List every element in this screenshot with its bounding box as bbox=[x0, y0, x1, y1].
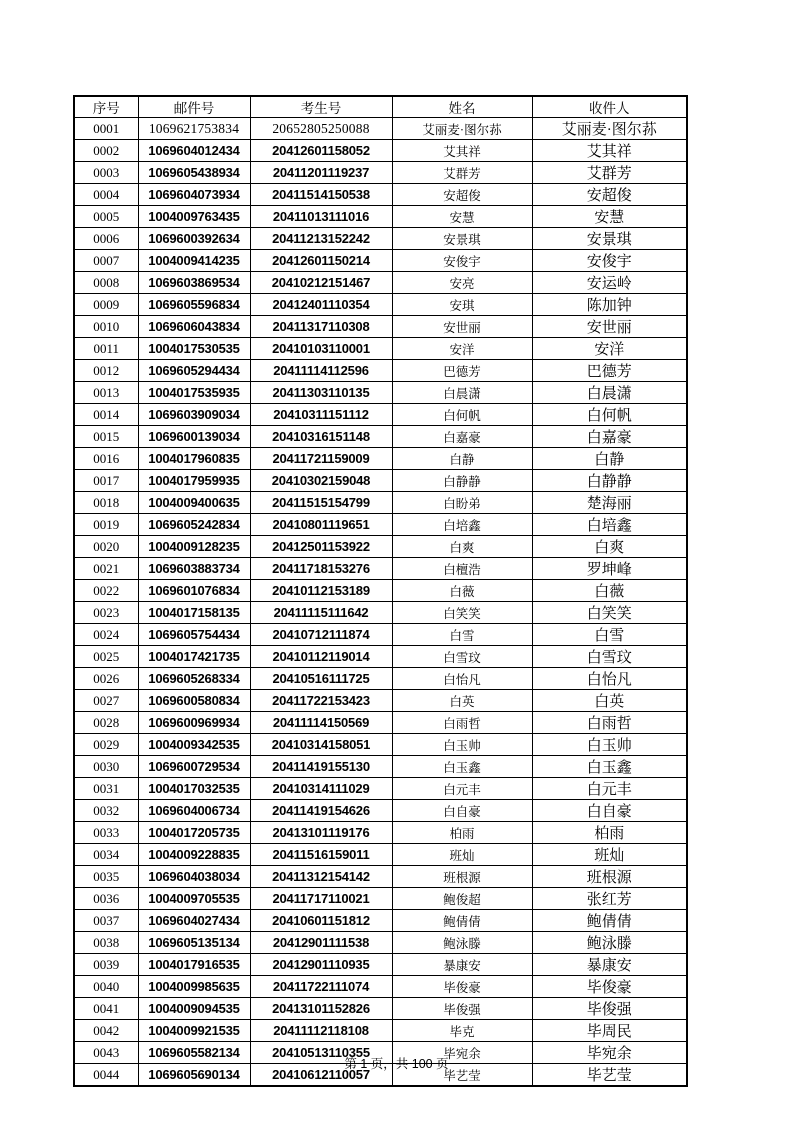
seq-cell: 0011 bbox=[74, 338, 138, 360]
recipient-cell: 白怡凡 bbox=[532, 668, 687, 690]
seq-cell: 0033 bbox=[74, 822, 138, 844]
seq-cell: 0015 bbox=[74, 426, 138, 448]
table-row bbox=[74, 690, 687, 712]
mail-no-cell: 1069605582134 bbox=[138, 1042, 250, 1064]
name-cell: 安景琪 bbox=[392, 228, 532, 250]
seq-cell: 0024 bbox=[74, 624, 138, 646]
candidate-no-cell: 20413101119176 bbox=[250, 822, 392, 844]
seq-cell: 0014 bbox=[74, 404, 138, 426]
candidate-no-cell: 20411718153276 bbox=[250, 558, 392, 580]
mail-no-cell: 1004017916535 bbox=[138, 954, 250, 976]
table-row bbox=[74, 382, 687, 404]
mail-no-cell: 1004009985635 bbox=[138, 976, 250, 998]
name-cell: 白玉鑫 bbox=[392, 756, 532, 778]
table-row bbox=[74, 624, 687, 646]
candidate-no-cell: 20410516111725 bbox=[250, 668, 392, 690]
seq-cell: 0010 bbox=[74, 316, 138, 338]
table-row bbox=[74, 932, 687, 954]
recipient-cell: 楚海丽 bbox=[532, 492, 687, 514]
seq-cell: 0041 bbox=[74, 998, 138, 1020]
name-cell: 白雪 bbox=[392, 624, 532, 646]
seq-cell: 0001 bbox=[74, 118, 138, 140]
recipient-cell: 白玉鑫 bbox=[532, 756, 687, 778]
table-row bbox=[74, 140, 687, 162]
col-header-name: 姓名 bbox=[392, 96, 532, 118]
recipient-cell: 安景琪 bbox=[532, 228, 687, 250]
table-row bbox=[74, 514, 687, 536]
recipient-cell: 鲍泳滕 bbox=[532, 932, 687, 954]
name-cell: 白英 bbox=[392, 690, 532, 712]
seq-cell: 0037 bbox=[74, 910, 138, 932]
mail-no-cell: 1004017205735 bbox=[138, 822, 250, 844]
seq-cell: 0008 bbox=[74, 272, 138, 294]
candidate-no-cell: 20411419154626 bbox=[250, 800, 392, 822]
table-row bbox=[74, 426, 687, 448]
name-cell: 白静 bbox=[392, 448, 532, 470]
candidate-no-cell: 20411114112596 bbox=[250, 360, 392, 382]
recipient-cell: 白培鑫 bbox=[532, 514, 687, 536]
candidate-no-cell: 20410311151112 bbox=[250, 404, 392, 426]
candidate-no-cell: 20410316151148 bbox=[250, 426, 392, 448]
recipient-cell: 陈加钟 bbox=[532, 294, 687, 316]
mail-no-cell: 1004009342535 bbox=[138, 734, 250, 756]
candidate-no-cell: 20411201119237 bbox=[250, 162, 392, 184]
name-cell: 毕俊豪 bbox=[392, 976, 532, 998]
table-body bbox=[74, 118, 687, 1087]
name-cell: 安慧 bbox=[392, 206, 532, 228]
seq-cell: 0035 bbox=[74, 866, 138, 888]
mail-no-cell: 1069600139034 bbox=[138, 426, 250, 448]
mail-no-cell: 1069621753834 bbox=[138, 118, 250, 140]
candidate-no-cell: 20411516159011 bbox=[250, 844, 392, 866]
name-cell: 白雨哲 bbox=[392, 712, 532, 734]
table-row bbox=[74, 184, 687, 206]
mail-no-cell: 1069600729534 bbox=[138, 756, 250, 778]
recipient-cell: 白何帆 bbox=[532, 404, 687, 426]
mail-no-cell: 1004009921535 bbox=[138, 1020, 250, 1042]
table-row bbox=[74, 646, 687, 668]
recipient-cell: 白英 bbox=[532, 690, 687, 712]
name-cell: 艾丽麦·图尔荪 bbox=[392, 118, 532, 140]
candidate-no-cell: 20413101152826 bbox=[250, 998, 392, 1020]
table-row bbox=[74, 404, 687, 426]
table-row bbox=[74, 954, 687, 976]
seq-cell: 0006 bbox=[74, 228, 138, 250]
col-header-seq: 序号 bbox=[74, 96, 138, 118]
recipient-cell: 毕艺莹 bbox=[532, 1064, 687, 1087]
table-row bbox=[74, 778, 687, 800]
candidate-no-cell: 20410212151467 bbox=[250, 272, 392, 294]
name-cell: 白自豪 bbox=[392, 800, 532, 822]
name-cell: 白雪玟 bbox=[392, 646, 532, 668]
candidate-no-cell: 20410103110001 bbox=[250, 338, 392, 360]
mail-no-cell: 1004009705535 bbox=[138, 888, 250, 910]
mail-no-cell: 1069605438934 bbox=[138, 162, 250, 184]
mail-no-cell: 1069605754434 bbox=[138, 624, 250, 646]
col-header-candidate-no: 考生号 bbox=[250, 96, 392, 118]
candidate-no-cell: 20410601151812 bbox=[250, 910, 392, 932]
mail-no-cell: 1004009763435 bbox=[138, 206, 250, 228]
table-row bbox=[74, 822, 687, 844]
recipient-cell: 安运岭 bbox=[532, 272, 687, 294]
mail-no-cell: 1004017530535 bbox=[138, 338, 250, 360]
recipient-cell: 班灿 bbox=[532, 844, 687, 866]
seq-cell: 0018 bbox=[74, 492, 138, 514]
table-row bbox=[74, 1020, 687, 1042]
candidate-no-cell: 20411515154799 bbox=[250, 492, 392, 514]
candidate-no-cell: 20410112153189 bbox=[250, 580, 392, 602]
name-cell: 白薇 bbox=[392, 580, 532, 602]
seq-cell: 0028 bbox=[74, 712, 138, 734]
seq-cell: 0005 bbox=[74, 206, 138, 228]
candidate-no-cell: 20652805250088 bbox=[250, 118, 392, 140]
seq-cell: 0012 bbox=[74, 360, 138, 382]
mail-no-cell: 1069601076834 bbox=[138, 580, 250, 602]
name-cell: 白静静 bbox=[392, 470, 532, 492]
seq-cell: 0020 bbox=[74, 536, 138, 558]
mail-no-cell: 1069603909034 bbox=[138, 404, 250, 426]
recipient-cell: 安世丽 bbox=[532, 316, 687, 338]
table-row bbox=[74, 536, 687, 558]
recipient-cell: 白雪玟 bbox=[532, 646, 687, 668]
mail-no-cell: 1069605294434 bbox=[138, 360, 250, 382]
name-cell: 暴康安 bbox=[392, 954, 532, 976]
candidate-no-cell: 20412901110935 bbox=[250, 954, 392, 976]
col-header-mail-no: 邮件号 bbox=[138, 96, 250, 118]
name-cell: 白怡凡 bbox=[392, 668, 532, 690]
candidate-no-cell: 20410612110057 bbox=[250, 1064, 392, 1087]
candidate-no-cell: 20411317110308 bbox=[250, 316, 392, 338]
name-cell: 白元丰 bbox=[392, 778, 532, 800]
mail-no-cell: 1069604038034 bbox=[138, 866, 250, 888]
seq-cell: 0040 bbox=[74, 976, 138, 998]
name-cell: 安亮 bbox=[392, 272, 532, 294]
seq-cell: 0016 bbox=[74, 448, 138, 470]
seq-cell: 0023 bbox=[74, 602, 138, 624]
col-header-recipient: 收件人 bbox=[532, 96, 687, 118]
candidate-no-cell: 20410712111874 bbox=[250, 624, 392, 646]
candidate-no-cell: 20412601150214 bbox=[250, 250, 392, 272]
seq-cell: 0038 bbox=[74, 932, 138, 954]
candidate-no-cell: 20412501153922 bbox=[250, 536, 392, 558]
recipient-cell: 白静静 bbox=[532, 470, 687, 492]
seq-cell: 0021 bbox=[74, 558, 138, 580]
seq-cell: 0002 bbox=[74, 140, 138, 162]
table-row bbox=[74, 712, 687, 734]
table-row bbox=[74, 734, 687, 756]
candidate-no-cell: 20410513110355 bbox=[250, 1042, 392, 1064]
candidate-no-cell: 20411721159009 bbox=[250, 448, 392, 470]
mail-no-cell: 1069604006734 bbox=[138, 800, 250, 822]
recipient-cell: 白笑笑 bbox=[532, 602, 687, 624]
candidate-no-cell: 20411312154142 bbox=[250, 866, 392, 888]
table-row bbox=[74, 866, 687, 888]
table-row bbox=[74, 800, 687, 822]
candidate-no-cell: 20410801119651 bbox=[250, 514, 392, 536]
recipient-cell: 安俊宇 bbox=[532, 250, 687, 272]
mail-no-cell: 1004017960835 bbox=[138, 448, 250, 470]
name-cell: 毕俊强 bbox=[392, 998, 532, 1020]
seq-cell: 0019 bbox=[74, 514, 138, 536]
name-cell: 安世丽 bbox=[392, 316, 532, 338]
recipient-cell: 毕俊强 bbox=[532, 998, 687, 1020]
mail-no-cell: 1004009414235 bbox=[138, 250, 250, 272]
seq-cell: 0004 bbox=[74, 184, 138, 206]
table-row bbox=[74, 118, 687, 140]
candidate-no-cell: 20411419155130 bbox=[250, 756, 392, 778]
recipient-cell: 柏雨 bbox=[532, 822, 687, 844]
table-row bbox=[74, 976, 687, 998]
table-row bbox=[74, 602, 687, 624]
name-cell: 安洋 bbox=[392, 338, 532, 360]
name-cell: 巴德芳 bbox=[392, 360, 532, 382]
recipient-cell: 白玉帅 bbox=[532, 734, 687, 756]
page-number: 第 1 页，共 100 页 bbox=[344, 1057, 449, 1071]
candidate-no-cell: 20412901111538 bbox=[250, 932, 392, 954]
recipient-cell: 白雪 bbox=[532, 624, 687, 646]
seq-cell: 0022 bbox=[74, 580, 138, 602]
name-cell: 班根源 bbox=[392, 866, 532, 888]
seq-cell: 0017 bbox=[74, 470, 138, 492]
seq-cell: 0034 bbox=[74, 844, 138, 866]
recipient-cell: 安慧 bbox=[532, 206, 687, 228]
table-row bbox=[74, 844, 687, 866]
mail-no-cell: 1069600580834 bbox=[138, 690, 250, 712]
name-cell: 鲍俊超 bbox=[392, 888, 532, 910]
recipient-table bbox=[73, 95, 688, 1087]
mail-no-cell: 1069605135134 bbox=[138, 932, 250, 954]
name-cell: 柏雨 bbox=[392, 822, 532, 844]
table-row bbox=[74, 162, 687, 184]
table-row bbox=[74, 448, 687, 470]
name-cell: 白檀浩 bbox=[392, 558, 532, 580]
candidate-no-cell: 20411013111016 bbox=[250, 206, 392, 228]
seq-cell: 0027 bbox=[74, 690, 138, 712]
seq-cell: 0036 bbox=[74, 888, 138, 910]
table-row bbox=[74, 492, 687, 514]
name-cell: 白笑笑 bbox=[392, 602, 532, 624]
name-cell: 毕艺莹 bbox=[392, 1064, 532, 1087]
table-row bbox=[74, 294, 687, 316]
recipient-cell: 白雨哲 bbox=[532, 712, 687, 734]
candidate-no-cell: 20410314111029 bbox=[250, 778, 392, 800]
mail-no-cell: 1004009128235 bbox=[138, 536, 250, 558]
candidate-no-cell: 20411112118108 bbox=[250, 1020, 392, 1042]
name-cell: 白培鑫 bbox=[392, 514, 532, 536]
recipient-cell: 罗坤峰 bbox=[532, 558, 687, 580]
seq-cell: 0042 bbox=[74, 1020, 138, 1042]
mail-no-cell: 1004017421735 bbox=[138, 646, 250, 668]
name-cell: 艾群芳 bbox=[392, 162, 532, 184]
mail-no-cell: 1004017032535 bbox=[138, 778, 250, 800]
name-cell: 艾其祥 bbox=[392, 140, 532, 162]
mail-no-cell: 1069603883734 bbox=[138, 558, 250, 580]
table-row bbox=[74, 338, 687, 360]
name-cell: 毕克 bbox=[392, 1020, 532, 1042]
mail-no-cell: 1069603869534 bbox=[138, 272, 250, 294]
seq-cell: 0044 bbox=[74, 1064, 138, 1087]
candidate-no-cell: 20411722153423 bbox=[250, 690, 392, 712]
recipient-cell: 鲍倩倩 bbox=[532, 910, 687, 932]
table-row bbox=[74, 228, 687, 250]
mail-no-cell: 1004009228835 bbox=[138, 844, 250, 866]
candidate-no-cell: 20411115111642 bbox=[250, 602, 392, 624]
mail-no-cell: 1069606043834 bbox=[138, 316, 250, 338]
seq-cell: 0009 bbox=[74, 294, 138, 316]
name-cell: 白晨潇 bbox=[392, 382, 532, 404]
recipient-cell: 张红芳 bbox=[532, 888, 687, 910]
mail-no-cell: 1069604027434 bbox=[138, 910, 250, 932]
mail-no-cell: 1069600392634 bbox=[138, 228, 250, 250]
table-row bbox=[74, 668, 687, 690]
mail-no-cell: 1004017535935 bbox=[138, 382, 250, 404]
recipient-cell: 白元丰 bbox=[532, 778, 687, 800]
candidate-no-cell: 20410302159048 bbox=[250, 470, 392, 492]
recipient-cell: 艾其祥 bbox=[532, 140, 687, 162]
name-cell: 白盼弟 bbox=[392, 492, 532, 514]
seq-cell: 0026 bbox=[74, 668, 138, 690]
table-row bbox=[74, 998, 687, 1020]
recipient-cell: 暴康安 bbox=[532, 954, 687, 976]
seq-cell: 0007 bbox=[74, 250, 138, 272]
table-row bbox=[74, 888, 687, 910]
recipient-cell: 白嘉豪 bbox=[532, 426, 687, 448]
seq-cell: 0029 bbox=[74, 734, 138, 756]
table-row bbox=[74, 558, 687, 580]
candidate-no-cell: 20411114150569 bbox=[250, 712, 392, 734]
seq-cell: 0031 bbox=[74, 778, 138, 800]
recipient-cell: 白静 bbox=[532, 448, 687, 470]
table-row bbox=[74, 316, 687, 338]
seq-cell: 0030 bbox=[74, 756, 138, 778]
table-row bbox=[74, 206, 687, 228]
seq-cell: 0013 bbox=[74, 382, 138, 404]
name-cell: 班灿 bbox=[392, 844, 532, 866]
name-cell: 安琪 bbox=[392, 294, 532, 316]
name-cell: 安超俊 bbox=[392, 184, 532, 206]
name-cell: 鲍倩倩 bbox=[392, 910, 532, 932]
seq-cell: 0032 bbox=[74, 800, 138, 822]
recipient-cell: 白爽 bbox=[532, 536, 687, 558]
recipient-cell: 安超俊 bbox=[532, 184, 687, 206]
recipient-cell: 班根源 bbox=[532, 866, 687, 888]
table-row bbox=[74, 470, 687, 492]
mail-no-cell: 1004017959935 bbox=[138, 470, 250, 492]
table-row bbox=[74, 272, 687, 294]
table-row bbox=[74, 910, 687, 932]
mail-no-cell: 1069605242834 bbox=[138, 514, 250, 536]
candidate-no-cell: 20411717110021 bbox=[250, 888, 392, 910]
candidate-no-cell: 20411213152242 bbox=[250, 228, 392, 250]
candidate-no-cell: 20411722111074 bbox=[250, 976, 392, 998]
recipient-cell: 白薇 bbox=[532, 580, 687, 602]
mail-no-cell: 1069604012434 bbox=[138, 140, 250, 162]
candidate-no-cell: 20411303110135 bbox=[250, 382, 392, 404]
recipient-cell: 白自豪 bbox=[532, 800, 687, 822]
recipient-cell: 艾丽麦·图尔荪 bbox=[532, 118, 687, 140]
seq-cell: 0003 bbox=[74, 162, 138, 184]
table-row bbox=[74, 756, 687, 778]
mail-no-cell: 1004017158135 bbox=[138, 602, 250, 624]
name-cell: 白玉帅 bbox=[392, 734, 532, 756]
name-cell: 白爽 bbox=[392, 536, 532, 558]
table-row bbox=[74, 580, 687, 602]
recipient-cell: 巴德芳 bbox=[532, 360, 687, 382]
candidate-no-cell: 20412601158052 bbox=[250, 140, 392, 162]
name-cell: 安俊宇 bbox=[392, 250, 532, 272]
seq-cell: 0039 bbox=[74, 954, 138, 976]
table-row bbox=[74, 360, 687, 382]
name-cell: 鲍泳滕 bbox=[392, 932, 532, 954]
mail-no-cell: 1069605268334 bbox=[138, 668, 250, 690]
seq-cell: 0043 bbox=[74, 1042, 138, 1064]
mail-no-cell: 1069600969934 bbox=[138, 712, 250, 734]
candidate-no-cell: 20412401110354 bbox=[250, 294, 392, 316]
name-cell: 白嘉豪 bbox=[392, 426, 532, 448]
candidate-no-cell: 20410314158051 bbox=[250, 734, 392, 756]
candidate-no-cell: 20410112119014 bbox=[250, 646, 392, 668]
candidate-no-cell: 20411514150538 bbox=[250, 184, 392, 206]
name-cell: 白何帆 bbox=[392, 404, 532, 426]
table-header-row bbox=[74, 96, 687, 118]
recipient-cell: 艾群芳 bbox=[532, 162, 687, 184]
name-cell: 毕宛余 bbox=[392, 1042, 532, 1064]
table-row bbox=[74, 250, 687, 272]
recipient-cell: 毕宛余 bbox=[532, 1042, 687, 1064]
mail-no-cell: 1069604073934 bbox=[138, 184, 250, 206]
mail-no-cell: 1069605690134 bbox=[138, 1064, 250, 1087]
mail-no-cell: 1004009094535 bbox=[138, 998, 250, 1020]
recipient-cell: 毕周民 bbox=[532, 1020, 687, 1042]
recipient-cell: 白晨潇 bbox=[532, 382, 687, 404]
mail-no-cell: 1004009400635 bbox=[138, 492, 250, 514]
mail-no-cell: 1069605596834 bbox=[138, 294, 250, 316]
recipient-cell: 安洋 bbox=[532, 338, 687, 360]
seq-cell: 0025 bbox=[74, 646, 138, 668]
recipient-cell: 毕俊豪 bbox=[532, 976, 687, 998]
